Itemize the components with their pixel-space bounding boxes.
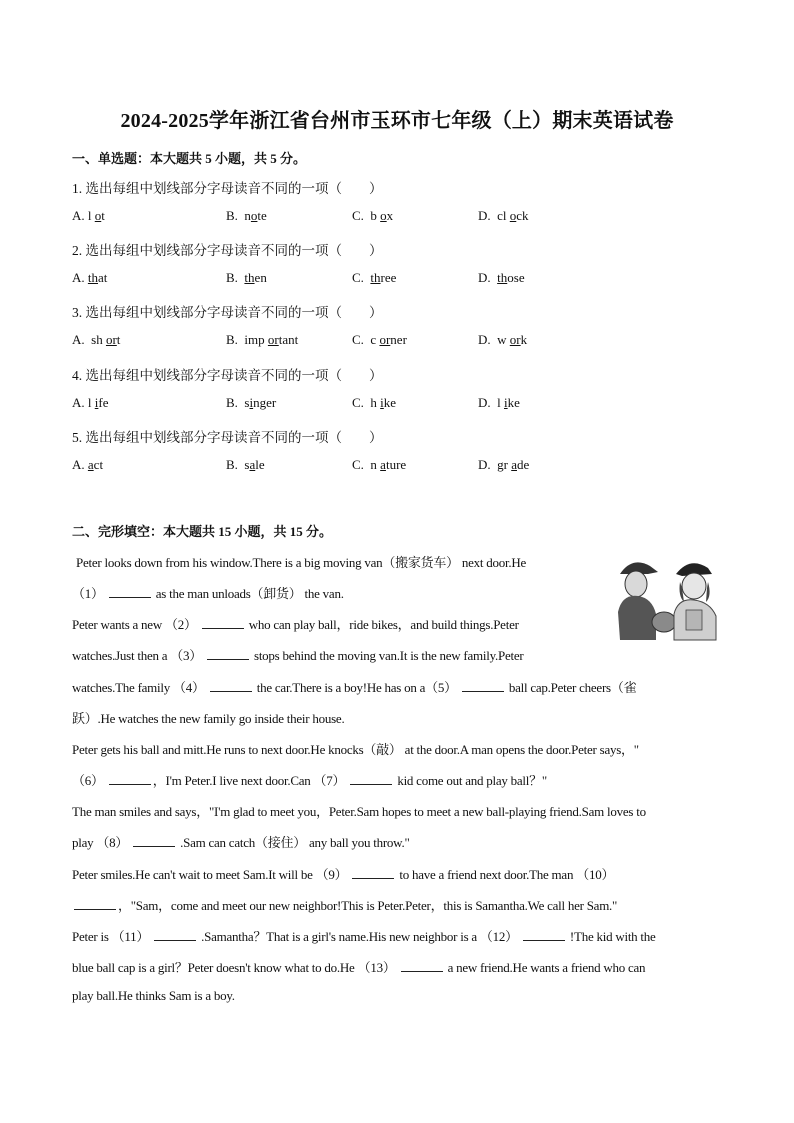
option-text: A. [72, 270, 88, 285]
underlined-letters: th [244, 270, 255, 285]
passage-text: the car.There is a boy!He has on a（5） [253, 680, 460, 695]
passage-line [72, 677, 636, 696]
option-text: C. b [352, 208, 381, 223]
passage-line [72, 614, 519, 633]
option-text: A. [72, 457, 88, 472]
passage-text: as the man unloads（卸货） the van. [152, 586, 344, 601]
children-illustration [612, 552, 722, 644]
passage-text: !The kid with the [566, 929, 656, 944]
question-options [72, 208, 722, 226]
section-1-heading: 一、单选题：本大题共 5 小题，共 5 分。 [72, 151, 307, 166]
option-b[interactable] [226, 208, 267, 224]
option-text: C. n [352, 457, 381, 472]
passage-text: blue ball cap is a girl？Peter doesn't know what to do.He （13） [72, 960, 399, 975]
answer-blank[interactable] [109, 587, 151, 598]
passage-text: .Sam can catch（接住） any ball you throw." [177, 835, 410, 850]
passage-text: kid come out and play ball？" [394, 773, 547, 788]
passage-text: （6） [72, 773, 107, 788]
question-stem: 2. 选出每组中划线部分字母读音不同的一项（ ） [72, 243, 383, 258]
question-stem: 4. 选出每组中划线部分字母读音不同的一项（ ） [72, 368, 383, 383]
question-stem: 1. 选出每组中划线部分字母读音不同的一项（ ） [72, 181, 383, 196]
passage-text: The man smiles and says，"I'm glad to meet you，Peter.Sam hopes to meet a new ball-playing friend.Sam loves to [72, 804, 646, 819]
option-text: tant [278, 332, 299, 347]
passage-text: （1） [72, 586, 107, 601]
underlined-letters: o [94, 208, 102, 223]
passage-text: ，"Sam，come and meet our new neighbor!This is Peter.Peter，this is Samantha.We call her Sam." [118, 898, 618, 913]
answer-blank[interactable] [74, 899, 116, 910]
passage-line [72, 832, 410, 851]
option-text: ke [383, 395, 397, 410]
option-text: ose [507, 270, 525, 285]
option-c[interactable] [352, 457, 406, 473]
underlined-letters: a [87, 457, 94, 472]
passage-text: play （8） [72, 835, 132, 850]
option-text: C. c [352, 332, 380, 347]
answer-blank[interactable] [154, 930, 196, 941]
option-a[interactable] [72, 332, 120, 348]
underlined-letters: o [380, 208, 387, 223]
answer-blank[interactable] [523, 930, 565, 941]
passage-line [76, 552, 526, 571]
option-b[interactable] [226, 457, 265, 473]
underlined-letters: th [497, 270, 508, 285]
answer-blank[interactable] [352, 868, 394, 879]
option-text: C. h [352, 395, 381, 410]
answer-blank[interactable] [133, 836, 175, 847]
underlined-letters: or [509, 332, 521, 347]
passage-line [72, 801, 646, 820]
option-a[interactable] [72, 395, 108, 411]
option-text: de [517, 457, 530, 472]
option-text: at [98, 270, 108, 285]
option-text: B. [226, 270, 245, 285]
passage-text: ball cap.Peter cheers（雀 [505, 680, 637, 695]
section-2-heading: 二、完形填空：本大题共 15 小题，共 15 分。 [72, 524, 333, 539]
option-b[interactable] [226, 395, 276, 411]
passage-line [72, 957, 645, 976]
option-d[interactable] [478, 457, 529, 473]
passage-line [72, 739, 639, 758]
option-text: D. gr [478, 457, 512, 472]
underlined-letters: a [511, 457, 517, 472]
option-text: C. [352, 270, 371, 285]
underlined-letters: i [380, 395, 384, 410]
underlined-letters: th [87, 270, 99, 285]
option-text: ner [390, 332, 407, 347]
option-a[interactable] [72, 457, 103, 473]
passage-text: watches.Just then a （3） [72, 648, 206, 663]
answer-blank[interactable] [462, 681, 504, 692]
question-options [72, 395, 722, 413]
option-text: B. s [226, 395, 250, 410]
passage-line [72, 864, 614, 883]
passage-text: Peter is （11） [72, 929, 153, 944]
option-a[interactable] [72, 270, 107, 286]
answer-blank[interactable] [350, 774, 392, 785]
option-text: ke [507, 395, 520, 410]
passage-text: stops behind the moving van.It is the new family.Peter [251, 648, 524, 663]
option-c[interactable] [352, 270, 396, 286]
underlined-letters: i [94, 395, 99, 410]
option-text: nger [253, 395, 277, 410]
underlined-letters: or [379, 332, 391, 347]
passage-line [72, 926, 656, 945]
underlined-letters: a [380, 457, 386, 472]
answer-blank[interactable] [210, 681, 252, 692]
exam-title: 2024-2025学年浙江省台州市玉环市七年级（上）期末英语试卷 [120, 110, 674, 132]
option-text: en [254, 270, 267, 285]
option-text: D. w [478, 332, 510, 347]
passage-text: a new friend.He wants a friend who can [444, 960, 646, 975]
passage-text: ，I'm Peter.I live next door.Can （7） [152, 773, 349, 788]
option-text: t [101, 208, 105, 223]
option-text: D. l [478, 395, 504, 410]
option-c[interactable] [352, 395, 396, 411]
underlined-letters: i [249, 395, 254, 410]
underlined-letters: or [267, 332, 279, 347]
passage-text: who can play ball，ride bikes，and build things.Peter [245, 617, 519, 632]
option-b[interactable] [226, 332, 298, 348]
question-stem: 5. 选出每组中划线部分字母读音不同的一项（ ） [72, 430, 383, 445]
option-c[interactable] [352, 332, 407, 348]
underlined-letters: th [370, 270, 381, 285]
option-text: ct [93, 457, 104, 472]
passage-text: watches.The family （4） [72, 680, 208, 695]
passage-line [72, 895, 617, 914]
option-text: D. cl [478, 208, 510, 223]
option-text: D. [478, 270, 498, 285]
passage-text: to have a friend next door.The man （10） [396, 867, 615, 882]
underlined-letters: o [250, 208, 258, 223]
passage-text: Peter smiles.He can't wait to meet Sam.It will be （9） [72, 867, 351, 882]
option-text: B. imp [226, 332, 268, 347]
passage-text: play ball.He thinks Sam is a boy. [72, 988, 235, 1003]
option-text: x [386, 208, 394, 223]
question-options [72, 457, 722, 475]
option-text: A. l [72, 395, 95, 410]
option-text: B. n [226, 208, 251, 223]
passage-line [72, 988, 235, 1004]
option-text: le [255, 457, 265, 472]
option-text: ture [385, 457, 407, 472]
question-stem: 3. 选出每组中划线部分字母读音不同的一项（ ） [72, 305, 383, 320]
question-options [72, 332, 722, 350]
underlined-letters: a [249, 457, 256, 472]
option-d[interactable] [478, 332, 527, 348]
passage-text: Peter looks down from his window.There is a big moving van（搬家货车） next door.He [76, 555, 527, 570]
option-text: A. l [72, 208, 95, 223]
passage-line [72, 770, 547, 789]
underlined-letters: i [504, 395, 508, 410]
passage-text: Peter wants a new （2） [72, 617, 200, 632]
passage-text: .Samantha？That is a girl's name.His new neighbor is a （12） [198, 929, 521, 944]
option-text: B. s [226, 457, 250, 472]
option-d[interactable] [478, 208, 529, 224]
option-text: A. sh [72, 332, 106, 347]
passage-text: Peter gets his ball and mitt.He runs to next door.He knocks（敲） at the door.A man opens the door.Peter says，" [72, 742, 639, 757]
option-text: te [257, 208, 267, 223]
option-b[interactable] [226, 270, 267, 286]
option-text: t [116, 332, 121, 347]
question-options [72, 270, 722, 288]
passage-line [72, 645, 523, 664]
answer-blank[interactable] [109, 774, 151, 785]
underlined-letters: or [105, 332, 117, 347]
option-text: ree [380, 270, 397, 285]
passage-line [72, 708, 344, 727]
option-a[interactable] [72, 208, 105, 224]
answer-blank[interactable] [401, 961, 443, 972]
passage-text: 跃）.He watches the new family go inside their house. [72, 711, 345, 726]
option-text: k [520, 332, 528, 347]
option-c[interactable] [352, 208, 393, 224]
passage-line [72, 583, 344, 602]
answer-blank[interactable] [202, 618, 244, 629]
option-text: fe [98, 395, 109, 410]
answer-blank[interactable] [207, 649, 249, 660]
option-text: ck [516, 208, 529, 223]
option-d[interactable] [478, 395, 520, 411]
underlined-letters: o [509, 208, 517, 223]
option-d[interactable] [478, 270, 525, 286]
